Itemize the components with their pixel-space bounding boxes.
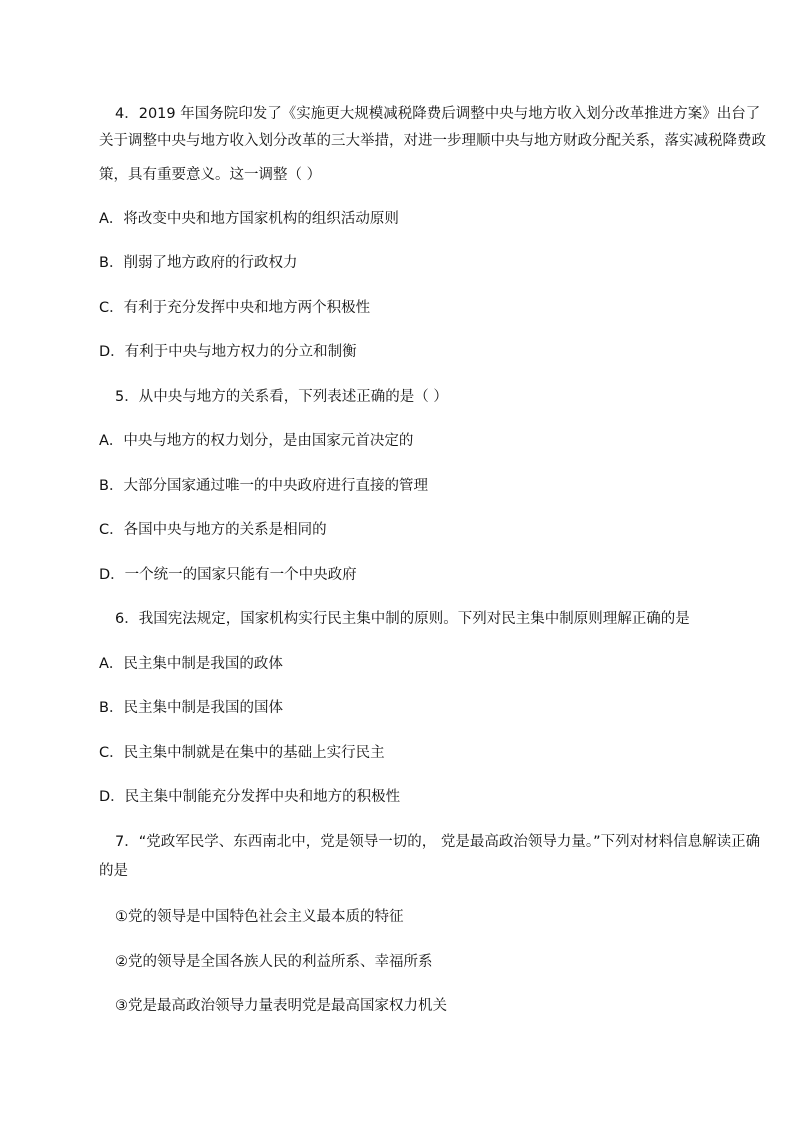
q7-stem-line-2: 的是	[99, 863, 128, 879]
q4-stem-line-2: 关于调整中央与地方收入划分改革的三大举措，对进一步理顺中央与地方财政分配关系，落实减税降费政	[99, 133, 766, 149]
q5-option-a: A．中央与地方的权力划分，是由国家元首决定的	[99, 433, 414, 449]
q4-option-c: C．有利于充分发挥中央和地方两个积极性	[99, 300, 371, 316]
q4-option-b: B．削弱了地方政府的行政权力	[99, 255, 298, 271]
q6-option-c: C．民主集中制就是在集中的基础上实行民主	[99, 745, 385, 761]
q7-item-1: ①党的领导是中国特色社会主义最本质的特征	[115, 909, 404, 925]
q7-item-3: ③党是最高政治领导力量表明党是最高国家权力机关	[115, 998, 447, 1014]
q5-option-d: D．一个统一的国家只能有一个中央政府	[99, 567, 357, 583]
q5-option-c: C．各国中央与地方的关系是相同的	[99, 522, 327, 538]
q5-option-b: B．大部分国家通过唯一的中央政府进行直接的管理	[99, 478, 428, 494]
q6-option-a: A．民主集中制是我国的政体	[99, 656, 283, 672]
q4-stem-line-3: 策，具有重要意义。这一调整（ ）	[99, 167, 322, 183]
q4-option-a: A．将改变中央和地方国家机构的组织活动原则	[99, 211, 399, 227]
q7-stem-line-1: 7．“党政军民学、东西南北中，党是领导一切的， 党是最高政治领导力量。”下列对材料信息解读正确	[115, 834, 761, 850]
q6-option-b: B．民主集中制是我国的国体	[99, 700, 283, 716]
q6-option-d: D．民主集中制能充分发挥中央和地方的积极性	[99, 789, 401, 805]
q4-option-d: D．有利于中央与地方权力的分立和制衡	[99, 344, 357, 360]
q4-stem-line-1: 4．2019 年国务院印发了《实施更大规模减税降费后调整中央与地方收入划分改革推进方案》出台了	[115, 106, 761, 122]
q6-stem: 6．我国宪法规定，国家机构实行民主集中制的原则。下列对民主集中制原则理解正确的是	[115, 611, 690, 627]
q5-stem: 5．从中央与地方的关系看，下列表述正确的是（ ）	[115, 389, 448, 405]
q7-item-2: ②党的领导是全国各族人民的利益所系、幸福所系	[115, 954, 433, 970]
